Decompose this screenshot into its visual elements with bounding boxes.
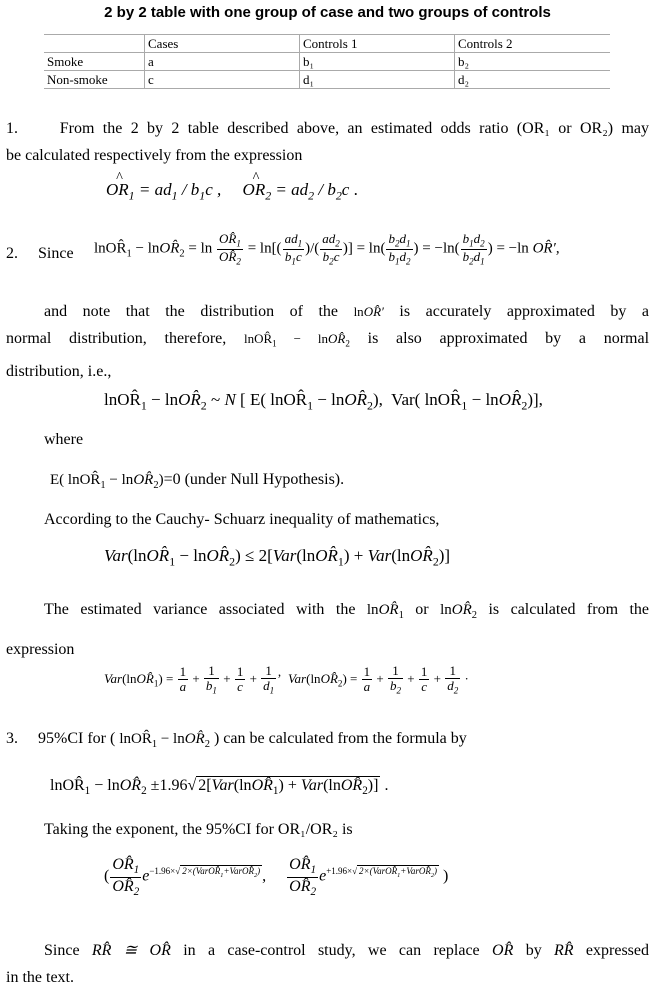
section-3-header: 3. 95%CI for ( $lnOR̂_1$ − $lnOR̂_2$ ) can be calculated from the formula by <box>6 730 467 750</box>
table-cell: Controls 2 <box>455 35 611 53</box>
final-paragraph: Since RR̂ ≅ OR̂ in a case-control study, we can replace OR̂ by RR̂ expressed in the text. <box>6 942 650 986</box>
table-cell: Controls 1 <box>300 35 455 53</box>
section-number: 2. <box>6 245 18 262</box>
text: normal distribution, therefore, <box>6 330 227 347</box>
table-row <box>44 53 610 71</box>
table-cell: Cases <box>145 35 300 53</box>
table-cell: d₂ <box>455 71 611 89</box>
where-label: where <box>44 431 84 448</box>
text: is also approximated by a normal <box>367 330 650 347</box>
null-hypothesis-line: E( $lnOR̂_1$ − $lnOR̂_2)=0$ (under Null Hypothesis). <box>50 471 345 491</box>
section-1-line2: be calculated respectively from the expression <box>6 147 303 164</box>
table-cell: a <box>145 53 300 71</box>
text: =0 (under Null Hypothesis). <box>163 471 345 488</box>
formula-exponent-ci: ( $\frac{OR̂_1}{OR̂_2}$ $e^{-1.96\times√ 2\times(VarOR̂_1+VarOR̂_2)}$ , $\frac{OR̂_1}{OR̂_2}$ $e^{+1.96\times√ 2\times(VarOR̂_1+VarOR̂_2)}$ ) <box>104 856 449 898</box>
text: in a case-control study, we can replace <box>183 942 480 959</box>
text: by <box>525 942 542 959</box>
math-inline: $lnOR̂_1$ − $lnOR̂_2$ <box>243 331 350 349</box>
cauchy-line: According to the Cauchy- Schuarz inequality of mathematics, <box>44 511 440 528</box>
text: 95%CI for ( <box>38 730 116 747</box>
formula-or-estimates: ^ $OR_1 = ad_1 / b_1c$ , ^ $OR_2 = ad_2 / b_2c$ . <box>106 180 358 203</box>
math-inline: lnOR̂′ <box>353 304 384 319</box>
text: The estimated variance associated with the <box>44 601 356 618</box>
table-cell: Non-smoke <box>44 71 145 89</box>
variance-paragraph: The estimated variance associated with the $lnOR̂_1$ or $lnOR̂_2$ is calculated from the <box>44 601 650 621</box>
text: ) can be calculated from the formula by <box>213 730 467 747</box>
section-1-text <box>6 115 649 169</box>
expression-label: expression <box>6 641 75 658</box>
two-by-two-table <box>44 34 610 89</box>
text: Since <box>44 942 80 959</box>
table-cell: b₁ <box>300 53 455 71</box>
section-2-paragraph <box>6 298 649 385</box>
formula-cauchy-schwarz: $Var(lnOR̂_1$ − $lnOR̂_2$) ≤ $2[Var(lnOR̂_1)$ + $Var(lnOR̂_2)$] <box>104 546 451 569</box>
text: or <box>415 601 429 618</box>
formula-log-difference: $lnOR̂_1$ − $lnOR̂_2 = \ln$ $\frac{OR̂_1}{OR̂_2}$ = ln[( $\frac{ad_1}{b_1c}$ )/( $\frac{ad_2}{b_2c}$ )] = ln( $\frac{b_2d_1}{b_1d_2}$ ) = −ln( $\frac{b_1d_2}{b_2d_1}$ ) = −ln OR̂′, <box>94 231 560 267</box>
formula-variance: $Var(lnOR̂_1)$ = $\frac{1}{a}$ + $\frac{1}{b_1}$ + $\frac{1}{c}$ + $\frac{1}{d_1}$ ’ $Var(lnOR̂_2)$ = $\frac{1}{a}$ + $\frac{1}{b_2}$ + $\frac{1}{c}$ + $\frac{1}{d_2}$ · <box>104 663 469 696</box>
section-2-header <box>6 240 74 267</box>
formula-normal-distribution: $lnOR̂_1$ − $lnOR̂_2$ ~ N [ E( $lnOR̂_1$ − $lnOR̂_2$), Var( $lnOR̂_1$ − $lnOR̂_2$)], <box>104 390 543 413</box>
table-cell: d₁ <box>300 71 455 89</box>
table-cell: b₂ <box>455 53 611 71</box>
text: distribution, i.e., <box>6 362 112 380</box>
formula-confidence-interval: $lnOR̂_1$ − $lnOR̂_2 \pm 1.96√$ $2[Var(lnOR̂_1)$ + $Var(lnOR̂_2)$] . <box>50 777 389 798</box>
table-row <box>44 71 610 89</box>
exponent-line: Taking the exponent, the 95%CI for OR₁/OR₂ is <box>44 821 353 838</box>
table-header-row <box>44 35 610 53</box>
text: is accurately approximated by a <box>399 303 649 320</box>
table-cell <box>44 35 145 53</box>
text: and note that the distribution of the <box>44 303 339 320</box>
text: is calculated from the <box>488 601 650 618</box>
text: expressed <box>585 942 650 959</box>
text: in the text. <box>6 969 74 986</box>
since-label: Since <box>38 245 74 262</box>
table-cell: c <box>145 71 300 89</box>
section-1-line1: From the 2 by 2 table described above, an estimated odds ratio (OR₁ or OR₂) may <box>59 120 650 137</box>
table-cell: Smoke <box>44 53 145 71</box>
document-title: 2 by 2 table with one group of case and two groups of controls <box>104 4 551 21</box>
section-number: 3. <box>6 730 18 747</box>
section-number: 1. <box>6 120 18 137</box>
